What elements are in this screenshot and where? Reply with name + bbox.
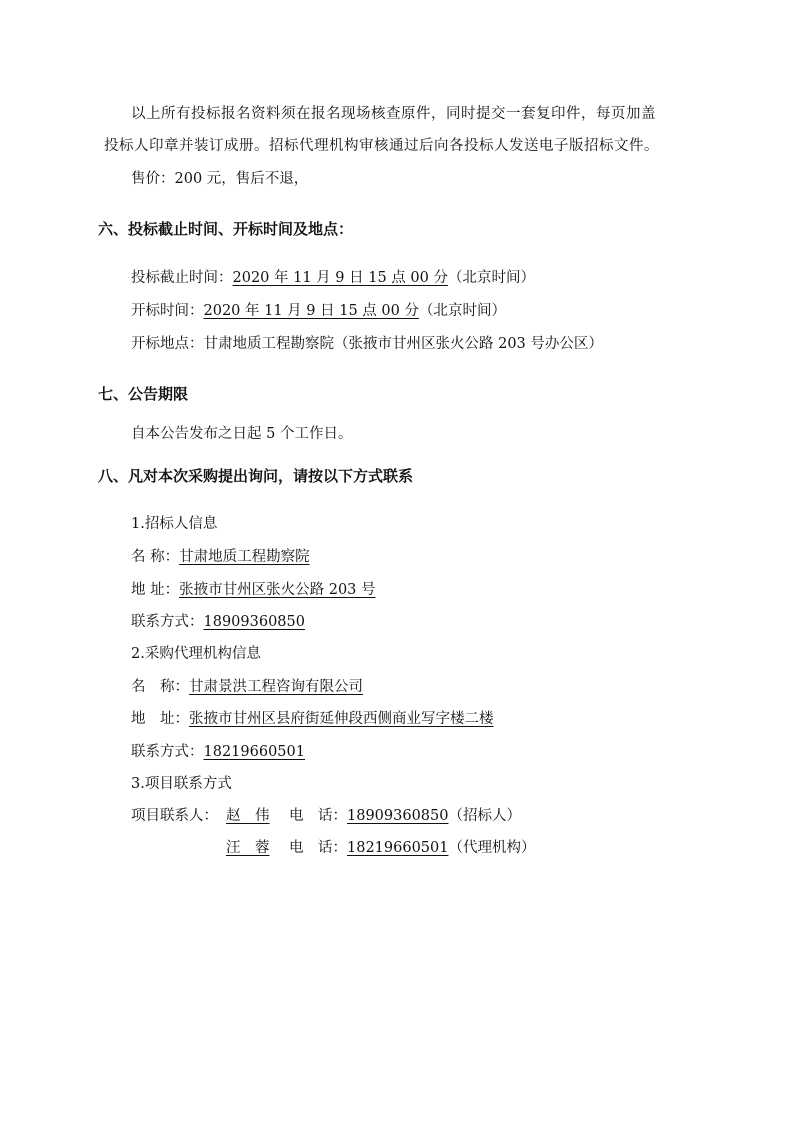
tenderer-name-label: 名 称：: [131, 549, 180, 565]
open-time-row: [131, 301, 506, 321]
person-2-name: 汪 蓉: [226, 840, 270, 856]
tenderer-address-label: 地 址：: [131, 582, 180, 598]
tenderer-heading: 1.招标人信息: [131, 516, 218, 532]
person-2-phone-label: 电 话：: [289, 840, 347, 856]
person-1-phone-row: [289, 806, 521, 826]
intro-line-1: 以上所有投标报名资料须在报名现场核查原件，同时提交一套复印件，每页加盖: [131, 106, 656, 122]
project-heading: 3.项目联系方式: [131, 776, 232, 792]
agency-name-label: 名 称：: [131, 679, 189, 695]
tenderer-name-row: [131, 547, 310, 567]
deadline-row: [131, 268, 535, 288]
agency-name-row: [131, 677, 363, 697]
section-6-title: 六、投标截止时间、开标时间及地点：: [98, 220, 354, 238]
person-1-row: [226, 806, 270, 826]
section-8-title: 八、凡对本次采购提出询问，请按以下方式联系: [98, 467, 414, 485]
deadline-note: （北京时间）: [447, 270, 535, 286]
open-place-text: 开标地点：甘肃地质工程勘察院（张掖市甘州区张火公路 203 号办公区）: [131, 336, 603, 352]
agency-address-label: 地 址：: [131, 711, 189, 727]
tenderer-name-value: 甘肃地质工程勘察院: [179, 549, 310, 565]
deadline-value: 2020 年 11 月 9 日 15 点 00 分: [232, 270, 448, 286]
open-time-note: （北京时间）: [418, 303, 506, 319]
deadline-label: 投标截止时间：: [131, 270, 233, 286]
agency-name-value: 甘肃景洪工程咨询有限公司: [189, 679, 363, 695]
agency-contact-value: 18219660501: [203, 744, 305, 760]
person-1-role: （招标人）: [448, 808, 521, 824]
tenderer-contact-row: [131, 612, 305, 632]
person-2-role: （代理机构）: [448, 840, 536, 856]
person-2-row: [226, 838, 270, 858]
person-1-name: 赵 伟: [226, 808, 270, 824]
open-time-label: 开标时间：: [131, 303, 204, 319]
tenderer-contact-label: 联系方式：: [131, 614, 204, 630]
person-2-phone: 18219660501: [347, 840, 449, 856]
agency-address-row: [131, 709, 494, 729]
intro-line-2: 投标人印章并装订成册。招标代理机构审核通过后向各投标人发送电子版招标文件。: [104, 138, 659, 154]
open-time-value: 2020 年 11 月 9 日 15 点 00 分: [203, 303, 419, 319]
project-contact-label: 项目联系人：: [131, 808, 218, 824]
person-1-phone: 18909360850: [347, 808, 449, 824]
tenderer-contact-value: 18909360850: [203, 614, 305, 630]
agency-contact-row: [131, 742, 305, 762]
agency-address-value: 张掖市甘州区县府街延伸段西侧商业写字楼二楼: [189, 711, 494, 727]
tenderer-address-row: [131, 580, 376, 600]
person-2-phone-row: [289, 838, 535, 858]
section-7-text: 自本公告发布之日起 5 个工作日。: [131, 426, 353, 442]
section-7-title: 七、公告期限: [98, 385, 189, 403]
agency-heading: 2.采购代理机构信息: [131, 646, 261, 662]
tenderer-address-value: 张掖市甘州区张火公路 203 号: [179, 582, 376, 598]
agency-contact-label: 联系方式：: [131, 744, 204, 760]
price-text: 售价：200 元，售后不退，: [131, 171, 309, 187]
person-1-phone-label: 电 话：: [289, 808, 347, 824]
